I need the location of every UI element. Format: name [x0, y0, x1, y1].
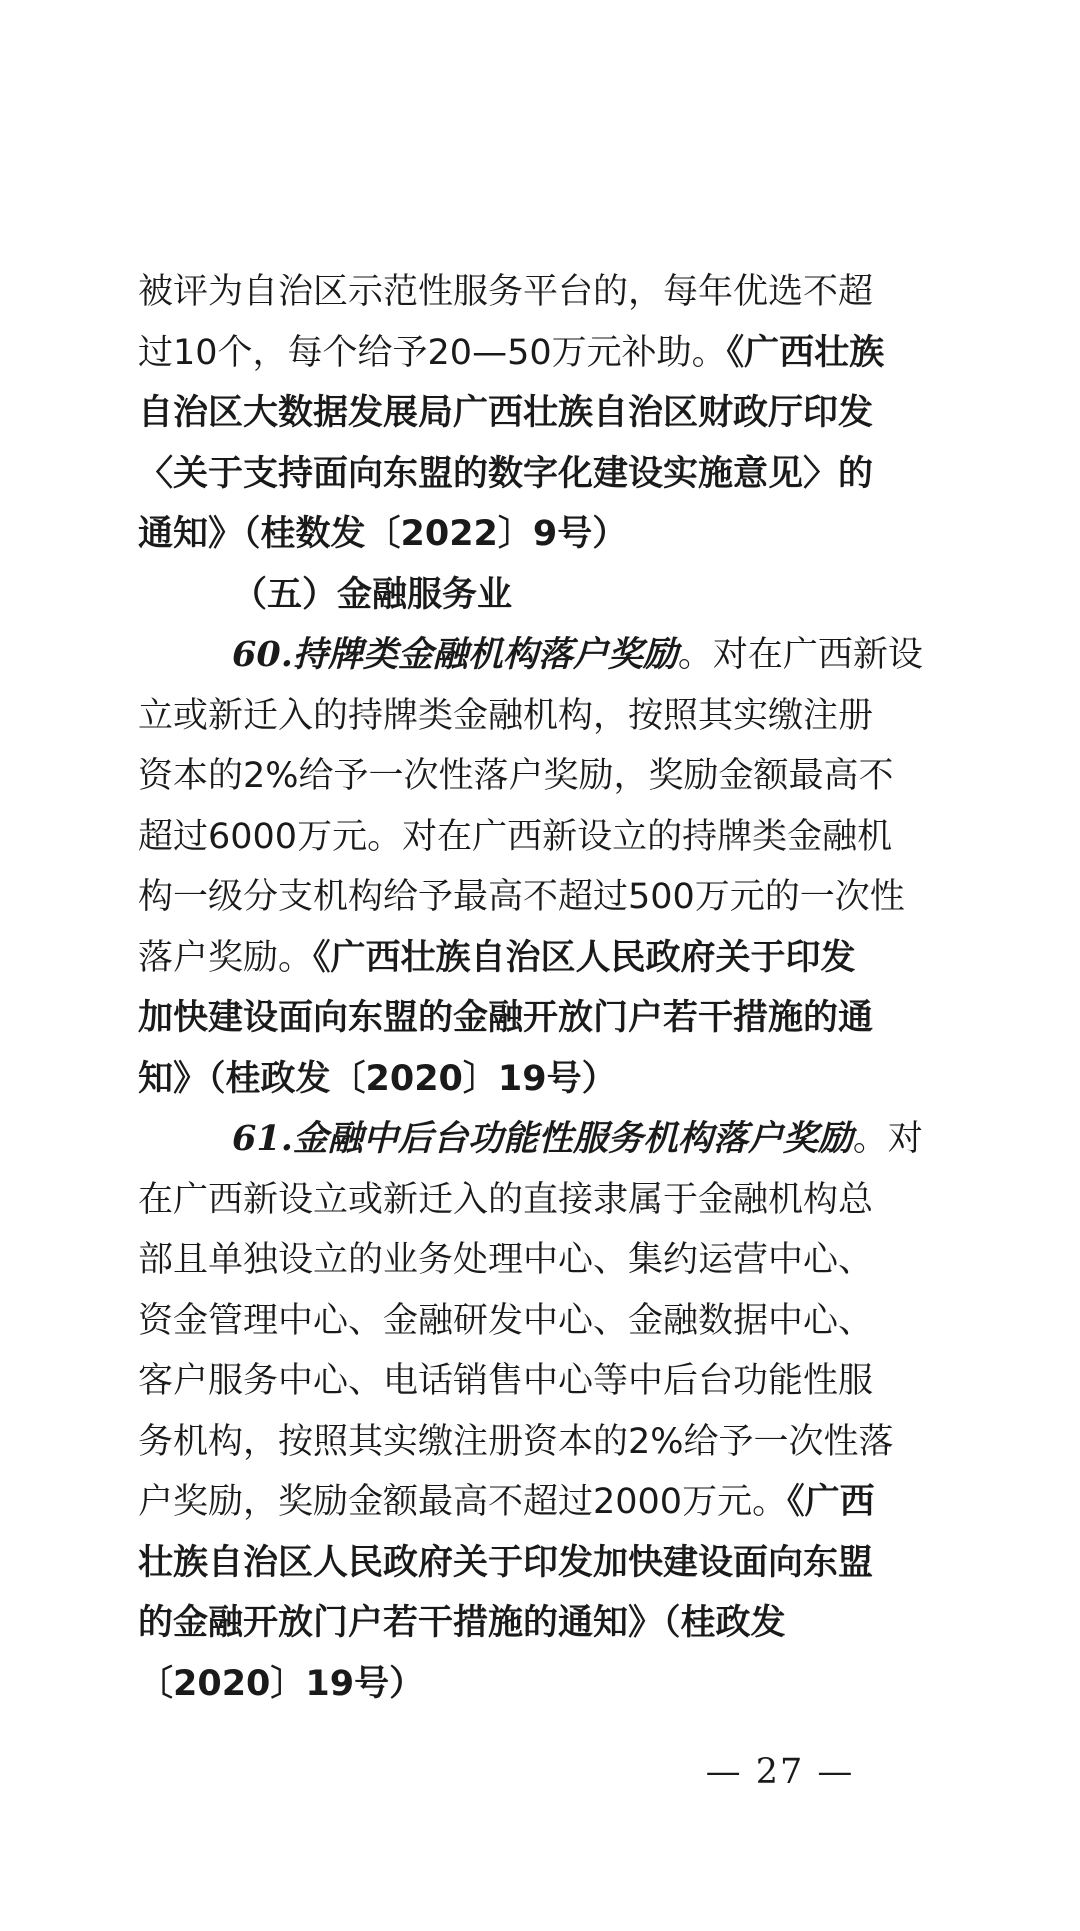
item-61-line — [138, 1291, 920, 1352]
policy-reference: 《广西壮族 — [726, 332, 885, 373]
item-61-line — [138, 1230, 920, 1291]
item-60-line — [138, 625, 923, 686]
policy-reference: 《广西 — [787, 1482, 875, 1522]
section-heading-text: （五）金融服务业 — [232, 574, 513, 615]
item-61-line — [138, 1351, 920, 1412]
body-text-segment: 构一级分支机构给予最高不超过500万元的一次性 — [138, 877, 905, 917]
body-text-segment: 。对 — [852, 1119, 923, 1159]
paragraph-line — [138, 262, 920, 323]
policy-reference: 壮族自治区人民政府关于印发加快建设面向东盟 — [138, 1542, 874, 1583]
item-61-line — [138, 1472, 920, 1533]
body-text-segment: 户奖励，奖励金额最高不超过2000万元。 — [138, 1482, 788, 1522]
item-60-line — [138, 867, 920, 928]
body-text-segment: 资金管理中心、金融研发中心、金融数据中心、 — [138, 1300, 874, 1341]
policy-reference-line — [138, 1049, 920, 1110]
item-60-line — [138, 807, 920, 868]
body-text-segment: 被评为自治区示范性服务平台的，每年优选不超 — [138, 272, 874, 312]
policy-reference: 知》（桂政发〔2020〕19号） — [138, 1058, 617, 1099]
policy-reference-line — [138, 444, 920, 505]
body-text-segment: 部且单独设立的业务处理中心、集约运营中心、 — [138, 1240, 874, 1280]
body-text-segment: 务机构，按照其实缴注册资本的2%给予一次性落 — [138, 1421, 894, 1462]
policy-reference: 的金融开放门户若干措施的通知》（桂政发 — [138, 1603, 786, 1643]
policy-reference: 加快建设面向东盟的金融开放门户若干措施的通 — [138, 998, 874, 1038]
section-heading — [138, 565, 920, 626]
item-60-line — [138, 686, 920, 747]
item-61-title: 61.金融中后台功能性服务机构落户奖励 — [232, 1118, 853, 1159]
item-61-line — [138, 1170, 920, 1231]
policy-reference-line — [138, 988, 920, 1049]
body-text-segment: 在广西新设立或新迁入的直接隶属于金融机构总 — [138, 1179, 874, 1220]
policy-reference-line — [138, 383, 920, 444]
item-60-line — [138, 746, 920, 807]
policy-reference-line — [138, 1533, 920, 1594]
page-number: — 27 — — [705, 1752, 855, 1792]
item-60-line — [138, 928, 920, 989]
body-text-segment: 客户服务中心、电话销售中心等中后台功能性服 — [138, 1361, 874, 1401]
body-text-segment: 。对在广西新设 — [677, 635, 923, 675]
policy-reference: 〔2020〕19号） — [138, 1663, 425, 1704]
body-text-segment: 立或新迁入的持牌类金融机构，按照其实缴注册 — [138, 695, 874, 736]
body-text-segment: 超过6000万元。对在广西新设立的持牌类金融机 — [138, 816, 893, 857]
policy-reference: 〈关于支持面向东盟的数字化建设实施意见〉的 — [138, 453, 874, 494]
policy-reference-line — [138, 1593, 920, 1654]
item-61-line — [138, 1412, 920, 1473]
policy-reference: 自治区大数据发展局广西壮族自治区财政厅印发 — [138, 393, 874, 433]
policy-reference-line — [138, 504, 920, 565]
policy-reference: 通知》（桂数发〔2022〕9号） — [138, 514, 628, 554]
body-text-segment: 过10个，每个给予20—50万元补助。 — [138, 332, 727, 373]
item-60-title: 60.持牌类金融机构落户奖励 — [232, 634, 678, 675]
paragraph-line — [138, 323, 920, 384]
body-text — [138, 262, 923, 1714]
item-61-line — [138, 1109, 923, 1170]
body-text-segment: 资本的2%给予一次性落户奖励，奖励金额最高不 — [138, 756, 894, 796]
policy-reference-line — [138, 1654, 920, 1715]
body-text-segment: 落户奖励。 — [138, 937, 314, 978]
policy-reference: 《广西壮族自治区人民政府关于印发 — [313, 937, 856, 978]
